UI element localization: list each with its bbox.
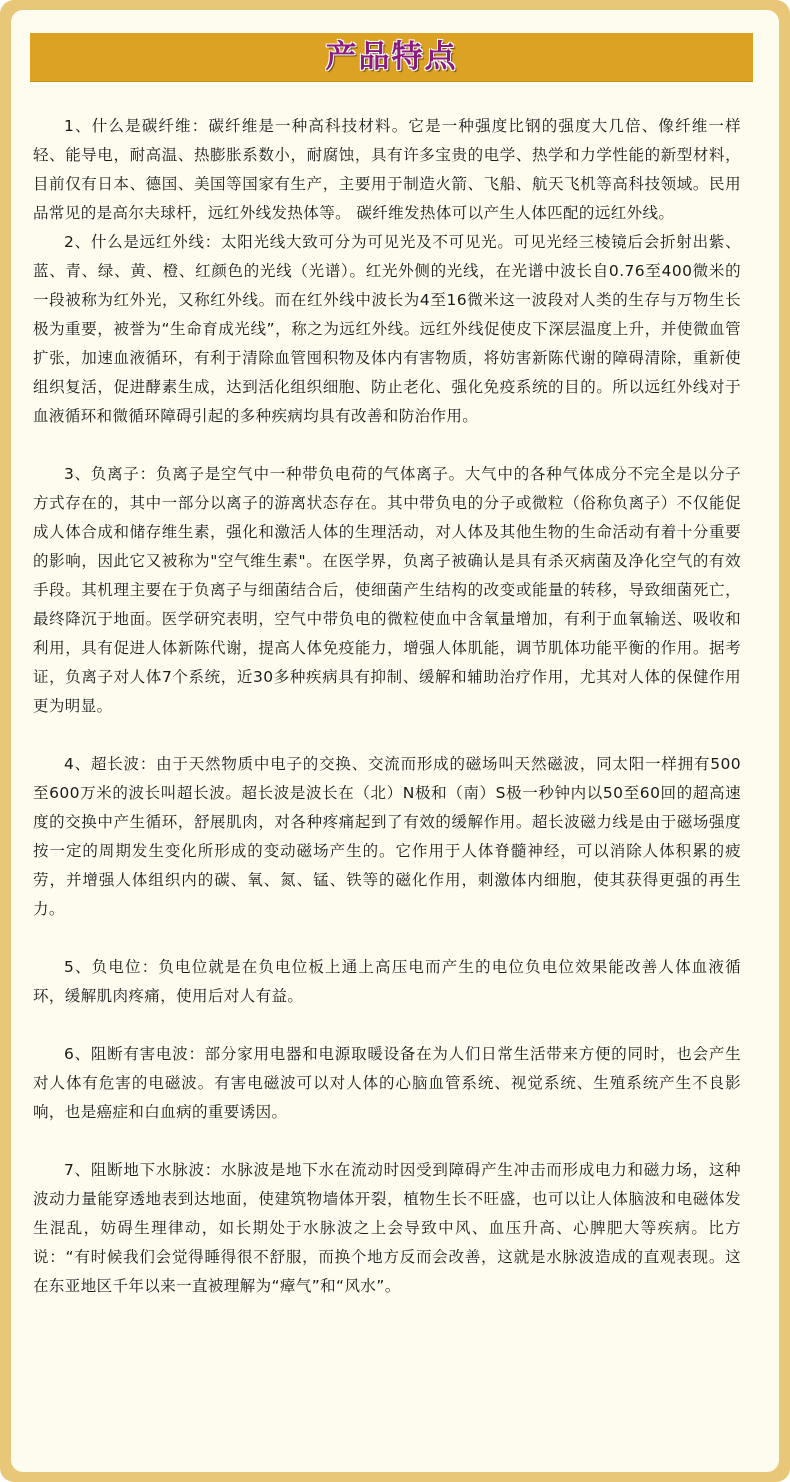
page-title: 产品特点 — [325, 39, 458, 75]
feature-paragraph-block-water-vein-waves: 7、阻断地下水脉波：水脉波是地下水在流动时因受到障碍产生冲击而形成电力和磁力场，这种波动力量能穿透地表到达地面，使建筑物墙体开裂，植物生长不旺盛，也可以让人体脑波和电磁体发生混乱，妨碍生理律动，如长期处于水脉波之上会导致中风、血压升高、心脾肥大等疾病。比方说：“有时候我们会觉得睡得很不舒服，而换个地方反而会改善，这就是水脉波造成的直观表现。这在东亚地区千年以来一直被理解为“瘴气”和“风水”。 — [33, 1161, 741, 1295]
feature-paragraph-negative-potential: 5、负电位：负电位就是在负电位板上通上高压电而产生的电位负电位效果能改善人体血液循环，缓解肌肉疼痛，使用后对人有益。 — [33, 958, 741, 1005]
feature-paragraph-block-harmful-waves: 6、阻断有害电波：部分家用电器和电源取暖设备在为人们日常生活带来方便的同时，也会产生对人体有危害的电磁波。有害电磁波可以对人体的心脑血管系统、视觉系统、生殖系统产生不良影响，也是癌症和白血病的重要诱因。 — [33, 1045, 741, 1121]
feature-list — [33, 112, 741, 1301]
title-banner — [30, 33, 753, 81]
feature-paragraph-far-infrared: 2、什么是远红外线：太阳光线大致可分为可见光及不可见光。可见光经三棱镜后会折射出紫、蓝、青、绿、黄、橙、红颜色的光线（光谱）。红光外侧的光线，在光谱中波长自0.76至400微米的一段被称为红外光，又称红外线。而在红外线中波长为4至16微米这一波段对人类的生存与万物生长极为重要，被誉为“生命育成光线”，称之为远红外线。远红外线促使皮下深层温度上升，并使微血管扩张，加速血液循环，有利于清除血管囤积物及体内有害物质，将妨害新陈代谢的障碍清除，重新使组织复活，促进酵素生成，达到活化组织细胞、防止老化、强化免疫系统的目的。所以远红外线对于血液循环和微循环障碍引起的多种疾病均具有改善和防治作用。 — [33, 233, 741, 425]
feature-paragraph-carbon-fiber: 1、什么是碳纤维：碳纤维是一种高科技材料。它是一种强度比钢的强度大几倍、像纤维一样轻、能导电，耐高温、热膨胀系数小，耐腐蚀，具有许多宝贵的电学、热学和力学性能的新型材料，目前仅有日本、德国、美国等国家有生产，主要用于制造火箭、飞船、航天飞机等高科技领域。民用品常见的是高尔夫球杆，远红外线发热体等。 碳纤维发热体可以产生人体匹配的远红外线。 — [33, 117, 741, 222]
feature-paragraph-ultra-long-wave: 4、超长波：由于天然物质中电子的交换、交流而形成的磁场叫天然磁波，同太阳一样拥有500至600万米的波长叫超长波。超长波是波长在（北）N极和（南）S极一秒钟内以50至60回的超高速度的交换中产生循环，舒展肌肉，对各种疼痛起到了有效的缓解作用。超长波磁力线是由于磁场强度按一定的周期发生变化所形成的变动磁场产生的。它作用于人体脊髓神经，可以消除人体积累的疲劳，并增强人体组织内的碳、氧、氮、锰、铁等的磁化作用，刺激体内细胞，使其获得更强的再生力。 — [33, 755, 741, 918]
feature-paragraph-negative-ions: 3、负离子：负离子是空气中一种带负电荷的气体离子。大气中的各种气体成分不完全是以分子方式存在的，其中一部分以离子的游离状态存在。其中带负电的分子或微粒（俗称负离子）不仅能促成人体合成和储存维生素，强化和激活人体的生理活动，对人体及其他生物的生命活动有着十分重要的影响，因此它又被称为"空气维生素"。在医学界，负离子被确认是具有杀灭病菌及净化空气的有效手段。其机理主要在于负离子与细菌结合后，使细菌产生结构的改变或能量的转移，导致细菌死亡，最终降沉于地面。医学研究表明，空气中带负电的微粒使血中含氧量增加，有利于血氧输送、吸收和利用，具有促进人体新陈代谢，提高人体免疫能力，增强人体肌能，调节肌体功能平衡的作用。据考证，负离子对人体7个系统，近30多种疾病具有抑制、缓解和辅助治疗作用，尤其对人体的保健作用更为明显。 — [33, 465, 741, 715]
